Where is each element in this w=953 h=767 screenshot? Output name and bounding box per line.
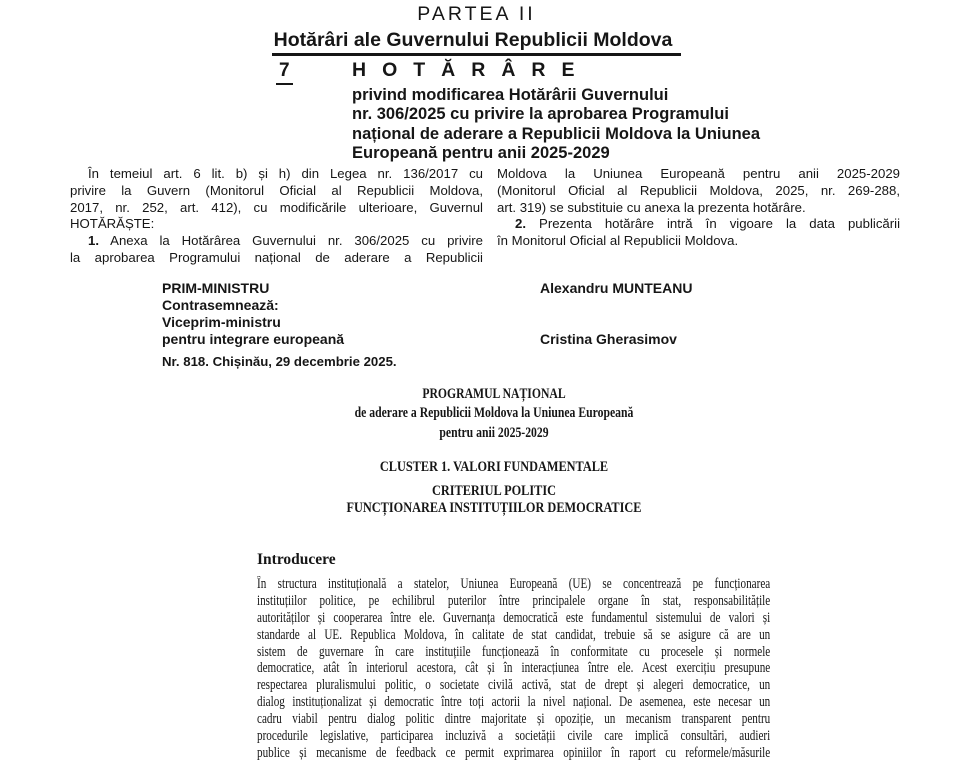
text-line: dialog instituționalizat și democratic între toți actorii la nivel național. De asemenea, este necesar un bbox=[257, 694, 771, 711]
text-line: În temeiul art. 6 lit. b) și h) din Legea nr. 136/2017 cu bbox=[88, 166, 483, 181]
text-line: nr. 306/2025 cu privire la aprobarea Programului bbox=[352, 105, 729, 124]
text-line: autorităților și cooperarea între ele. Guvernanța democratică este fundamentul sistemului de valori și bbox=[257, 609, 771, 626]
text-line: (Monitorul Oficial al Republicii Moldova, 2025, nr. 269-288, bbox=[497, 182, 900, 198]
decision-number-line: Nr. 818. Chișinău, 29 decembrie 2025. bbox=[162, 354, 397, 369]
introduction-paragraph bbox=[257, 576, 770, 762]
text-line: de aderare a Republicii Moldova la Uniunea Europeană bbox=[354, 405, 634, 422]
section-title-row bbox=[0, 29, 953, 56]
signature-name: Alexandru MUNTEANU bbox=[540, 280, 693, 296]
signature-name: Cristina Gherasimov bbox=[540, 331, 677, 347]
text-line: 2017, nr. 252, art. 412), cu modificările ulterioare, Guvernul bbox=[70, 199, 483, 215]
signature-row bbox=[162, 280, 842, 297]
signature-role: Contrasemnează: bbox=[162, 297, 279, 313]
text-line: procedurile legislative, participarea incluzivă a societății civile care implică consultări, audieri bbox=[257, 728, 771, 745]
text-line: publice și mecanisme de feedback ce permit exprimarea opiniilor în raport cu reformele/măsurile bbox=[257, 744, 771, 761]
text-line: Moldova la Uniunea Europeană pentru anii 2025-2029 bbox=[497, 166, 900, 181]
text-line: În structura instituțională a statelor, Uniunea Europeană (UE) se concentrează pe funcționarea bbox=[257, 576, 771, 592]
text-line: cadru viabil pentru dialog politic dintre majoritate și opoziție, un mecanism transparent pentru bbox=[257, 711, 771, 728]
signature-role: PRIM-MINISTRU bbox=[162, 280, 270, 296]
signature-role: pentru integrare europeană bbox=[162, 331, 345, 347]
cluster-heading: CLUSTER 1. VALORI FUNDAMENTALE bbox=[379, 459, 609, 475]
text-line: 1. Anexa la Hotărârea Guvernului nr. 306/2025 cu privire bbox=[88, 233, 483, 248]
doc-subtitle bbox=[352, 86, 842, 164]
text-line: privire la Guvern (Monitorul Oficial al Republicii Moldova, bbox=[70, 182, 483, 198]
decision-left-column bbox=[70, 166, 483, 267]
doc-type-heading: HOTĂRÂRE bbox=[352, 59, 591, 81]
text-line: în Monitorul Oficial al Republicii Moldova. bbox=[497, 233, 739, 248]
text-line: standarde al UE. Republica Moldova, în calitate de stat candidat, trebuie să se asigure că are un bbox=[257, 626, 771, 643]
text-line: pentru anii 2025-2029 bbox=[439, 424, 549, 441]
text-line: HOTĂRĂȘTE: bbox=[70, 216, 155, 232]
signature-row bbox=[162, 297, 842, 314]
section-title: Hotărâri ale Guvernului Republicii Moldova bbox=[272, 29, 682, 56]
text-line: democratice, atât în interiorul acestora, cât și în interacțiunea între ele. Acest exercițiu presupune bbox=[257, 660, 771, 677]
text-line: CRITERIUL POLITIC bbox=[431, 483, 557, 499]
text-line: respectarea pluralismului politic, o societate civilă activă, stat de drept și alegeri democratice, un bbox=[257, 677, 771, 694]
signature-row bbox=[162, 331, 842, 348]
text-line: la aprobarea Programului național de aderare a Republicii bbox=[70, 249, 483, 265]
annex-title bbox=[279, 385, 710, 443]
text-line: Europeană pentru anii 2025-2029 bbox=[352, 144, 610, 163]
doc-number: 7 bbox=[276, 60, 293, 85]
text-line: FUNCȚIONAREA INSTITUȚIILOR DEMOCRATICE bbox=[346, 500, 642, 516]
text-line: sistem de guvernare în care instituțiile funcționează în conformitate cu procesele și normele bbox=[257, 643, 771, 660]
text-line: art. 319) se substituie cu anexa la prezenta hotărâre. bbox=[497, 199, 806, 215]
text-line: 2. Prezenta hotărâre intră în vigoare la data publicării bbox=[515, 216, 900, 232]
text-line: instituțiilor politice, pe echilibrul puterilor între principalele organe în stat, responsabilitățile bbox=[257, 592, 771, 609]
signature-block bbox=[162, 280, 842, 348]
text-line: privind modificarea Hotărârii Guvernului bbox=[352, 86, 669, 104]
introduction-heading: Introducere bbox=[257, 551, 336, 568]
signature-role: Viceprim-ministru bbox=[162, 314, 281, 330]
part-heading: PARTEA II bbox=[417, 3, 536, 25]
text-line: național de aderare a Republicii Moldova la Uniunea bbox=[352, 124, 761, 143]
text-line: PROGRAMUL NAȚIONAL bbox=[422, 386, 566, 402]
decision-right-column bbox=[497, 166, 900, 250]
criterion-heading bbox=[268, 483, 721, 517]
signature-row bbox=[162, 314, 842, 331]
